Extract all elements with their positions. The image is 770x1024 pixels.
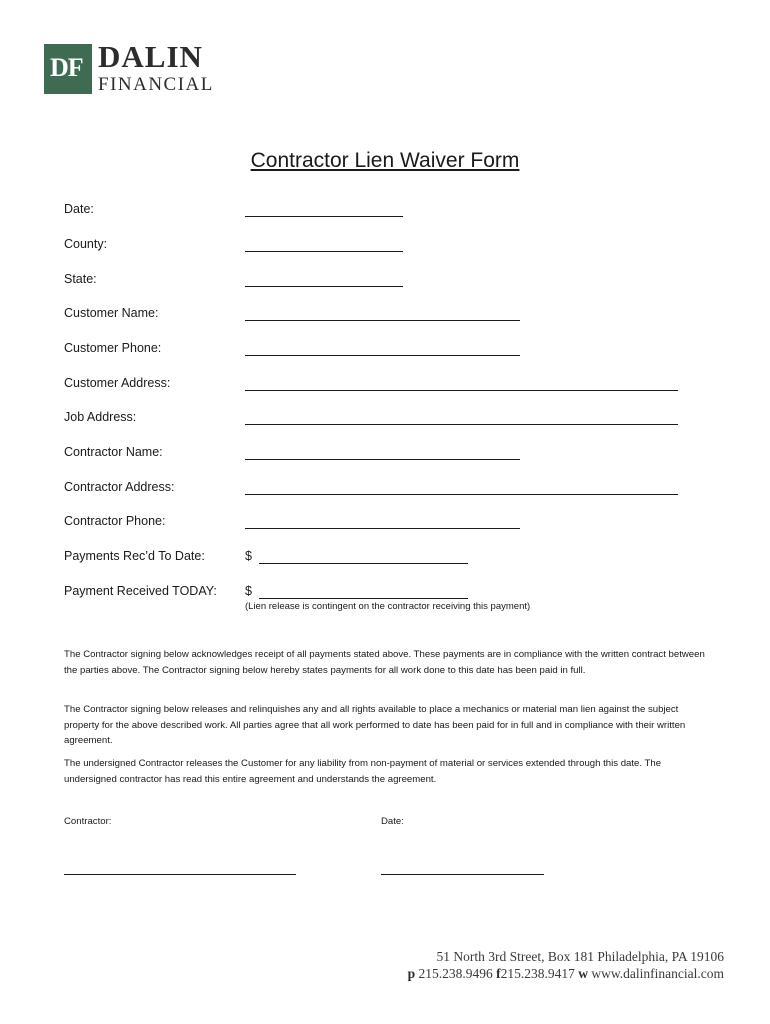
county-input-line[interactable]	[245, 251, 403, 252]
dollar-sign: $	[245, 549, 252, 563]
contractor-address-input-line[interactable]	[245, 494, 678, 495]
paragraph-release: The Contractor signing below releases and relinquishes any and all rights available to place a mechanics or material man lien against the subject property for the above described work. All parties agree that all work performed to date has been paid for in full and in compliance with their written agreement.	[64, 704, 686, 746]
form-title: Contractor Lien Waiver Form	[250, 149, 520, 172]
customer-phone-input-line[interactable]	[245, 355, 520, 356]
field-label: Contractor Phone:	[64, 514, 166, 528]
field-label: Payments Rec’d To Date:	[64, 549, 205, 563]
date-input-line[interactable]	[245, 216, 403, 217]
field-label: State:	[64, 272, 97, 286]
field-label: Contractor Address:	[64, 480, 175, 494]
field-label: Job Address:	[64, 410, 137, 424]
payment-note: (Lien release is contingent on the contractor receiving this payment)	[245, 601, 531, 612]
footer-phone: 215.238.9496	[418, 966, 493, 981]
paragraph-acknowledgement: The Contractor signing below acknowledges receipt of all payments stated above. These payments are in compliance with the written contract between the parties above. The Contractor signing below hereby states payments for all work done to this date has been paid in full.	[64, 649, 705, 676]
field-label: Customer Address:	[64, 376, 171, 390]
contractor-signature-label: Contractor:	[64, 816, 112, 827]
contractor-signature-line[interactable]	[64, 874, 296, 875]
footer-address: 51 North 3rd Street, Box 181 Philadelphia, PA 19106	[436, 949, 724, 964]
phone-prefix: p	[407, 966, 416, 981]
customer-name-input-line[interactable]	[245, 320, 520, 321]
signature-date-label: Date:	[381, 816, 404, 827]
footer-fax: 215.238.9417	[500, 966, 575, 981]
field-label: Customer Phone:	[64, 341, 162, 355]
field-label: Payment Received TODAY:	[64, 584, 217, 598]
web-prefix: w	[578, 966, 589, 981]
customer-address-input-line[interactable]	[245, 390, 678, 391]
field-label: Date:	[64, 202, 94, 216]
field-label: Contractor Name:	[64, 445, 163, 459]
payment-today-input-line[interactable]	[259, 598, 468, 599]
fax-prefix: f	[496, 966, 501, 981]
paragraph-liability: The undersigned Contractor releases the Customer for any liability from non-payment of material or services extended through this date. The undersigned contractor has read this entire agreement and understands the agreement.	[64, 758, 662, 785]
state-input-line[interactable]	[245, 286, 403, 287]
contractor-name-input-line[interactable]	[245, 459, 520, 460]
field-label: County:	[64, 237, 108, 251]
payments-recd-input-line[interactable]	[259, 563, 468, 564]
signature-date-line[interactable]	[381, 874, 544, 875]
logo-mark	[44, 44, 92, 94]
footer-website-link[interactable]: www.dalinfinancial.com	[591, 966, 724, 981]
contractor-phone-input-line[interactable]	[245, 528, 520, 529]
field-label: Customer Name:	[64, 306, 159, 320]
footer-contact	[408, 966, 724, 982]
logo-name: DALIN	[98, 39, 203, 74]
logo-subtitle: FINANCIAL	[98, 74, 214, 95]
dollar-sign: $	[245, 584, 252, 598]
logo-monogram: DF	[50, 53, 83, 82]
company-logo	[44, 39, 224, 96]
job-address-input-line[interactable]	[245, 424, 678, 425]
